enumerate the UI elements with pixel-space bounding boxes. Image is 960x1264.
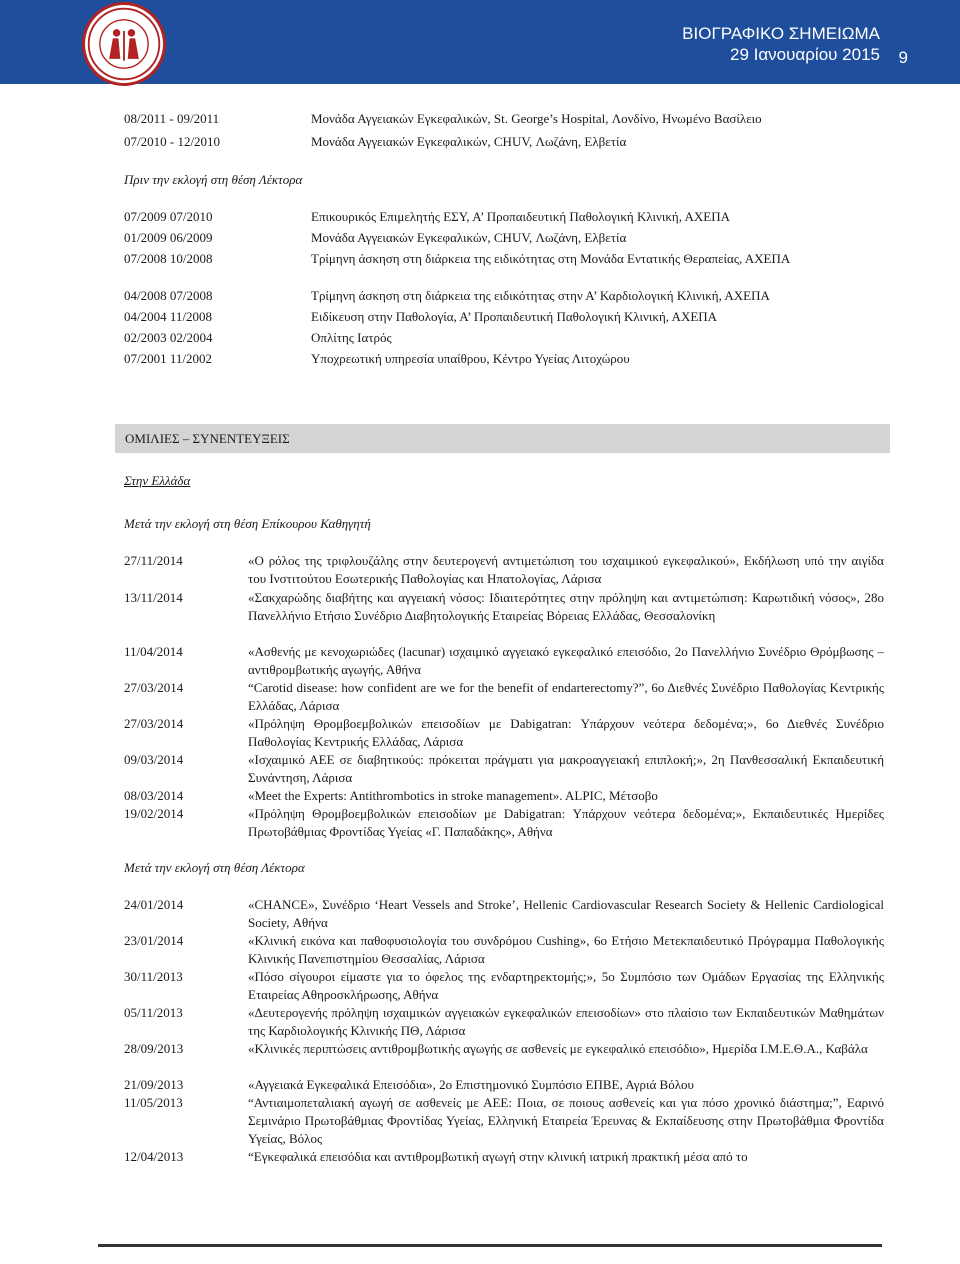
footer-divider — [98, 1244, 882, 1247]
entry-date: 11/05/2013 — [124, 1095, 183, 1110]
entry-date: 04/2008 07/2008 — [124, 288, 213, 303]
subsection-title: Πριν την εκλογή στη θέση Λέκτορα — [124, 172, 303, 187]
entry-date: 21/09/2013 — [124, 1077, 184, 1092]
entry-description: «Meet the Experts: Antithrombotics in stroke management». ALPIC, Μέτσοβο — [248, 788, 658, 803]
section-title-bar — [115, 424, 890, 453]
entry-date: 08/03/2014 — [124, 788, 184, 803]
university-seal-icon — [82, 2, 166, 86]
entry-date: 11/04/2014 — [124, 644, 183, 659]
subsection-title: Μετά την εκλογή στη θέση Επίκουρου Καθηγητή — [124, 516, 371, 531]
entry-date: 07/2010 - 12/2010 — [124, 134, 221, 149]
entry-date: 07/2009 07/2010 — [124, 209, 213, 224]
entry-description: «Αγγειακά Εγκεφαλικά Επεισόδια», 2ο Επιστημονικό Συμπόσιο ΕΠΒΕ, Αγριά Βόλου — [248, 1077, 694, 1092]
header-title: ΒΙΟΓΡΑΦΙΚΟ ΣΗΜΕΙΩΜΑ — [682, 24, 880, 43]
entry-description: Τρίμηνη άσκηση στη διάρκεια της ειδικότητας στη Μονάδα Εντατικής Θεραπείας, ΑΧΕΠΑ — [311, 251, 791, 266]
entry-description: «Ισχαιμικό ΑΕΕ σε διαβητικούς: πρόκειται πράγματι για μακροαγγειακή επιπλοκή;», 2η Πανθεσσαλική Εκπαιδευτική Συνάντηση, Λάρισα — [248, 752, 884, 785]
entry-description: Ειδίκευση στην Παθολογία, Α’ Προπαιδευτική Παθολογική Κλινική, ΑΧΕΠΑ — [311, 309, 718, 324]
entry-date: 24/01/2014 — [124, 897, 184, 912]
entry-description: “Αντιαιμοπεταλιακή αγωγή σε ασθενείς με ΑΕΕ: Ποια, σε ποιους ασθενείς και για πόσο χρονικό διάστημα;”, Εαρινό Σεμινάριο Πρωτοβάθμιας Φροντίδας Υγείας, Ελληνική Εταιρεία Έρευνας & Εκπαίδευσης στην Πρωτοβάθμια Φροντίδα Υγείας, Βόλος — [248, 1095, 884, 1146]
entry-date: 07/2008 10/2008 — [124, 251, 213, 266]
entry-date: 23/01/2014 — [124, 933, 184, 948]
greece-title: Στην Ελλάδα — [124, 473, 191, 488]
entry-date: 04/2004 11/2008 — [124, 309, 212, 324]
entry-date: 09/03/2014 — [124, 752, 184, 767]
entry-description: «Κλινική εικόνα και παθοφυσιολογία του συνδρόμου Cushing», 6ο Ετήσιο Μετεκπαιδευτικό Πρόγραμμα Παθολογικής Κλινικής Πανεπιστημίου Θεσσαλίας, Λάρισα — [248, 933, 884, 966]
entry-description: «Πρόληψη Θρομβοεμβολικών επεισοδίων με Dabigatran: Υπάρχουν νεότερα δεδομένα;», 6ο Διεθνές Συνέδριο Παθολογίας Κεντρικής Ελλάδας, Λάρισα — [248, 716, 884, 749]
entry-date: 08/2011 - 09/2011 — [124, 111, 220, 126]
entry-description: «Κλινικές περιπτώσεις αντιθρομβωτικής αγωγής σε ασθενείς με εγκεφαλικό επεισόδιο», Ημερίδα Ι.Μ.Ε.Θ.Α., Καβάλα — [248, 1041, 868, 1056]
entry-description: «Ο ρόλος της τριφλουζάλης στην δευτερογενή αντιμετώπιση του ισχαιμικού εγκεφαλικού», Εκδήλωση υπό την αιγίδα του Ινστιτούτου Εσωτερικής Παθολογίας και Ηπατολογίας, Λάρισα — [248, 553, 884, 586]
entry-date: 27/03/2014 — [124, 680, 184, 695]
entry-description: Επικουρικός Επιμελητής ΕΣΥ, Α’ Προπαιδευτική Παθολογική Κλινική, ΑΧΕΠΑ — [311, 209, 730, 224]
entry-date: 19/02/2014 — [124, 806, 184, 821]
entry-description: “Εγκεφαλικά επεισόδια και αντιθρομβωτική αγωγή στην κλινική ιατρική πρακτική μέσα από το — [248, 1149, 748, 1164]
entry-date: 05/11/2013 — [124, 1005, 183, 1020]
section-title: ΟΜΙΛΙΕΣ – ΣΥΝΕΝΤΕΥΞΕΙΣ — [125, 431, 290, 446]
entry-date: 27/03/2014 — [124, 716, 184, 731]
entry-description: “Carotid disease: how confident are we for the benefit of endarterectomy?”, 6ο Διεθνές Συνέδριο Παθολογίας Κεντρικής Ελλάδας, Λάρισα — [248, 680, 884, 713]
entry-date: 02/2003 02/2004 — [124, 330, 213, 345]
entry-description: «Δευτερογενής πρόληψη ισχαιμικών αγγειακών εγκεφαλικών επεισοδίων» στο πλαίσιο των Εκπαιδευτικών Μαθημάτων της Καρδιολογικής Κλινικής ΠΘ, Λάρισα — [248, 1005, 884, 1038]
entry-description: Οπλίτης Ιατρός — [311, 330, 392, 345]
entry-description: «Ασθενής με κενοχωριώδες (lacunar) ισχαιμικό αγγειακό εγκεφαλικό επεισόδιο, 2ο Πανελλήνιο Συνέδριο Θρόμβωσης – αντιθρομβωτικής αγωγής, Αθήνα — [248, 644, 884, 677]
entry-description: Μονάδα Αγγειακών Εγκεφαλικών, CHUV, Λωζάνη, Ελβετία — [311, 134, 627, 149]
entry-date: 30/11/2013 — [124, 969, 183, 984]
entry-description: «Σακχαρώδης διαβήτης και αγγειακή νόσος: Ιδιαιτερότητες στην πρόληψη και αντιμετώπιση: Καρωτιδική νόσος», 28ο Πανελλήνιο Ετήσιο Συνέδριο Διαβητολογικής Εταιρείας Βόρειας Ελλάδας, Θεσσαλονίκη — [248, 590, 884, 623]
entry-description: «Πρόληψη Θρομβοεμβολικών επεισοδίων με Dabigatran: Υπάρχουν νεότερα δεδομένα;», Εκπαιδευτικές Ημερίδες Πρωτοβάθμιας Φροντίδας Υγείας «Γ. Παπαδάκης», Αθήνα — [248, 806, 884, 839]
entry-description: Μονάδα Αγγειακών Εγκεφαλικών, St. George’s Hospital, Λονδίνο, Ηνωμένο Βασίλειο — [311, 111, 762, 126]
entry-description: Υποχρεωτική υπηρεσία υπαίθρου, Κέντρο Υγείας Λιτοχώρου — [311, 351, 630, 366]
entry-description: Τρίμηνη άσκηση στη διάρκεια της ειδικότητας στην Α’ Καρδιολογική Κλινική, ΑΧΕΠΑ — [311, 288, 770, 303]
entry-description: «Πόσο σίγουροι είμαστε για το όφελος της ενδαρτηρεκτομής;», 5ο Συμπόσιο των Ομάδων Εργασίας της Ελληνικής Εταιρείας Αθηροσκλήρωσης, Αθήνα — [248, 969, 884, 1002]
entry-date: 07/2001 11/2002 — [124, 351, 212, 366]
header-date: 29 Ιανουαρίου 2015 — [729, 45, 880, 64]
subsection-title: Μετά την εκλογή στη θέση Λέκτορα — [124, 860, 305, 875]
entry-date: 01/2009 06/2009 — [124, 230, 213, 245]
entry-date: 13/11/2014 — [124, 590, 183, 605]
entry-date: 28/09/2013 — [124, 1041, 184, 1056]
entry-date: 27/11/2014 — [124, 553, 183, 568]
entry-description: Μονάδα Αγγειακών Εγκεφαλικών, CHUV, Λωζάνη, Ελβετία — [311, 230, 627, 245]
entry-date: 12/04/2013 — [124, 1149, 184, 1164]
page-number: 9 — [898, 48, 908, 67]
entry-description: «CHANCE», Συνέδριο ‘Heart Vessels and Stroke’, Hellenic Cardiovascular Research Society & Hellenic Cardiological Society, Αθήνα — [248, 897, 884, 930]
